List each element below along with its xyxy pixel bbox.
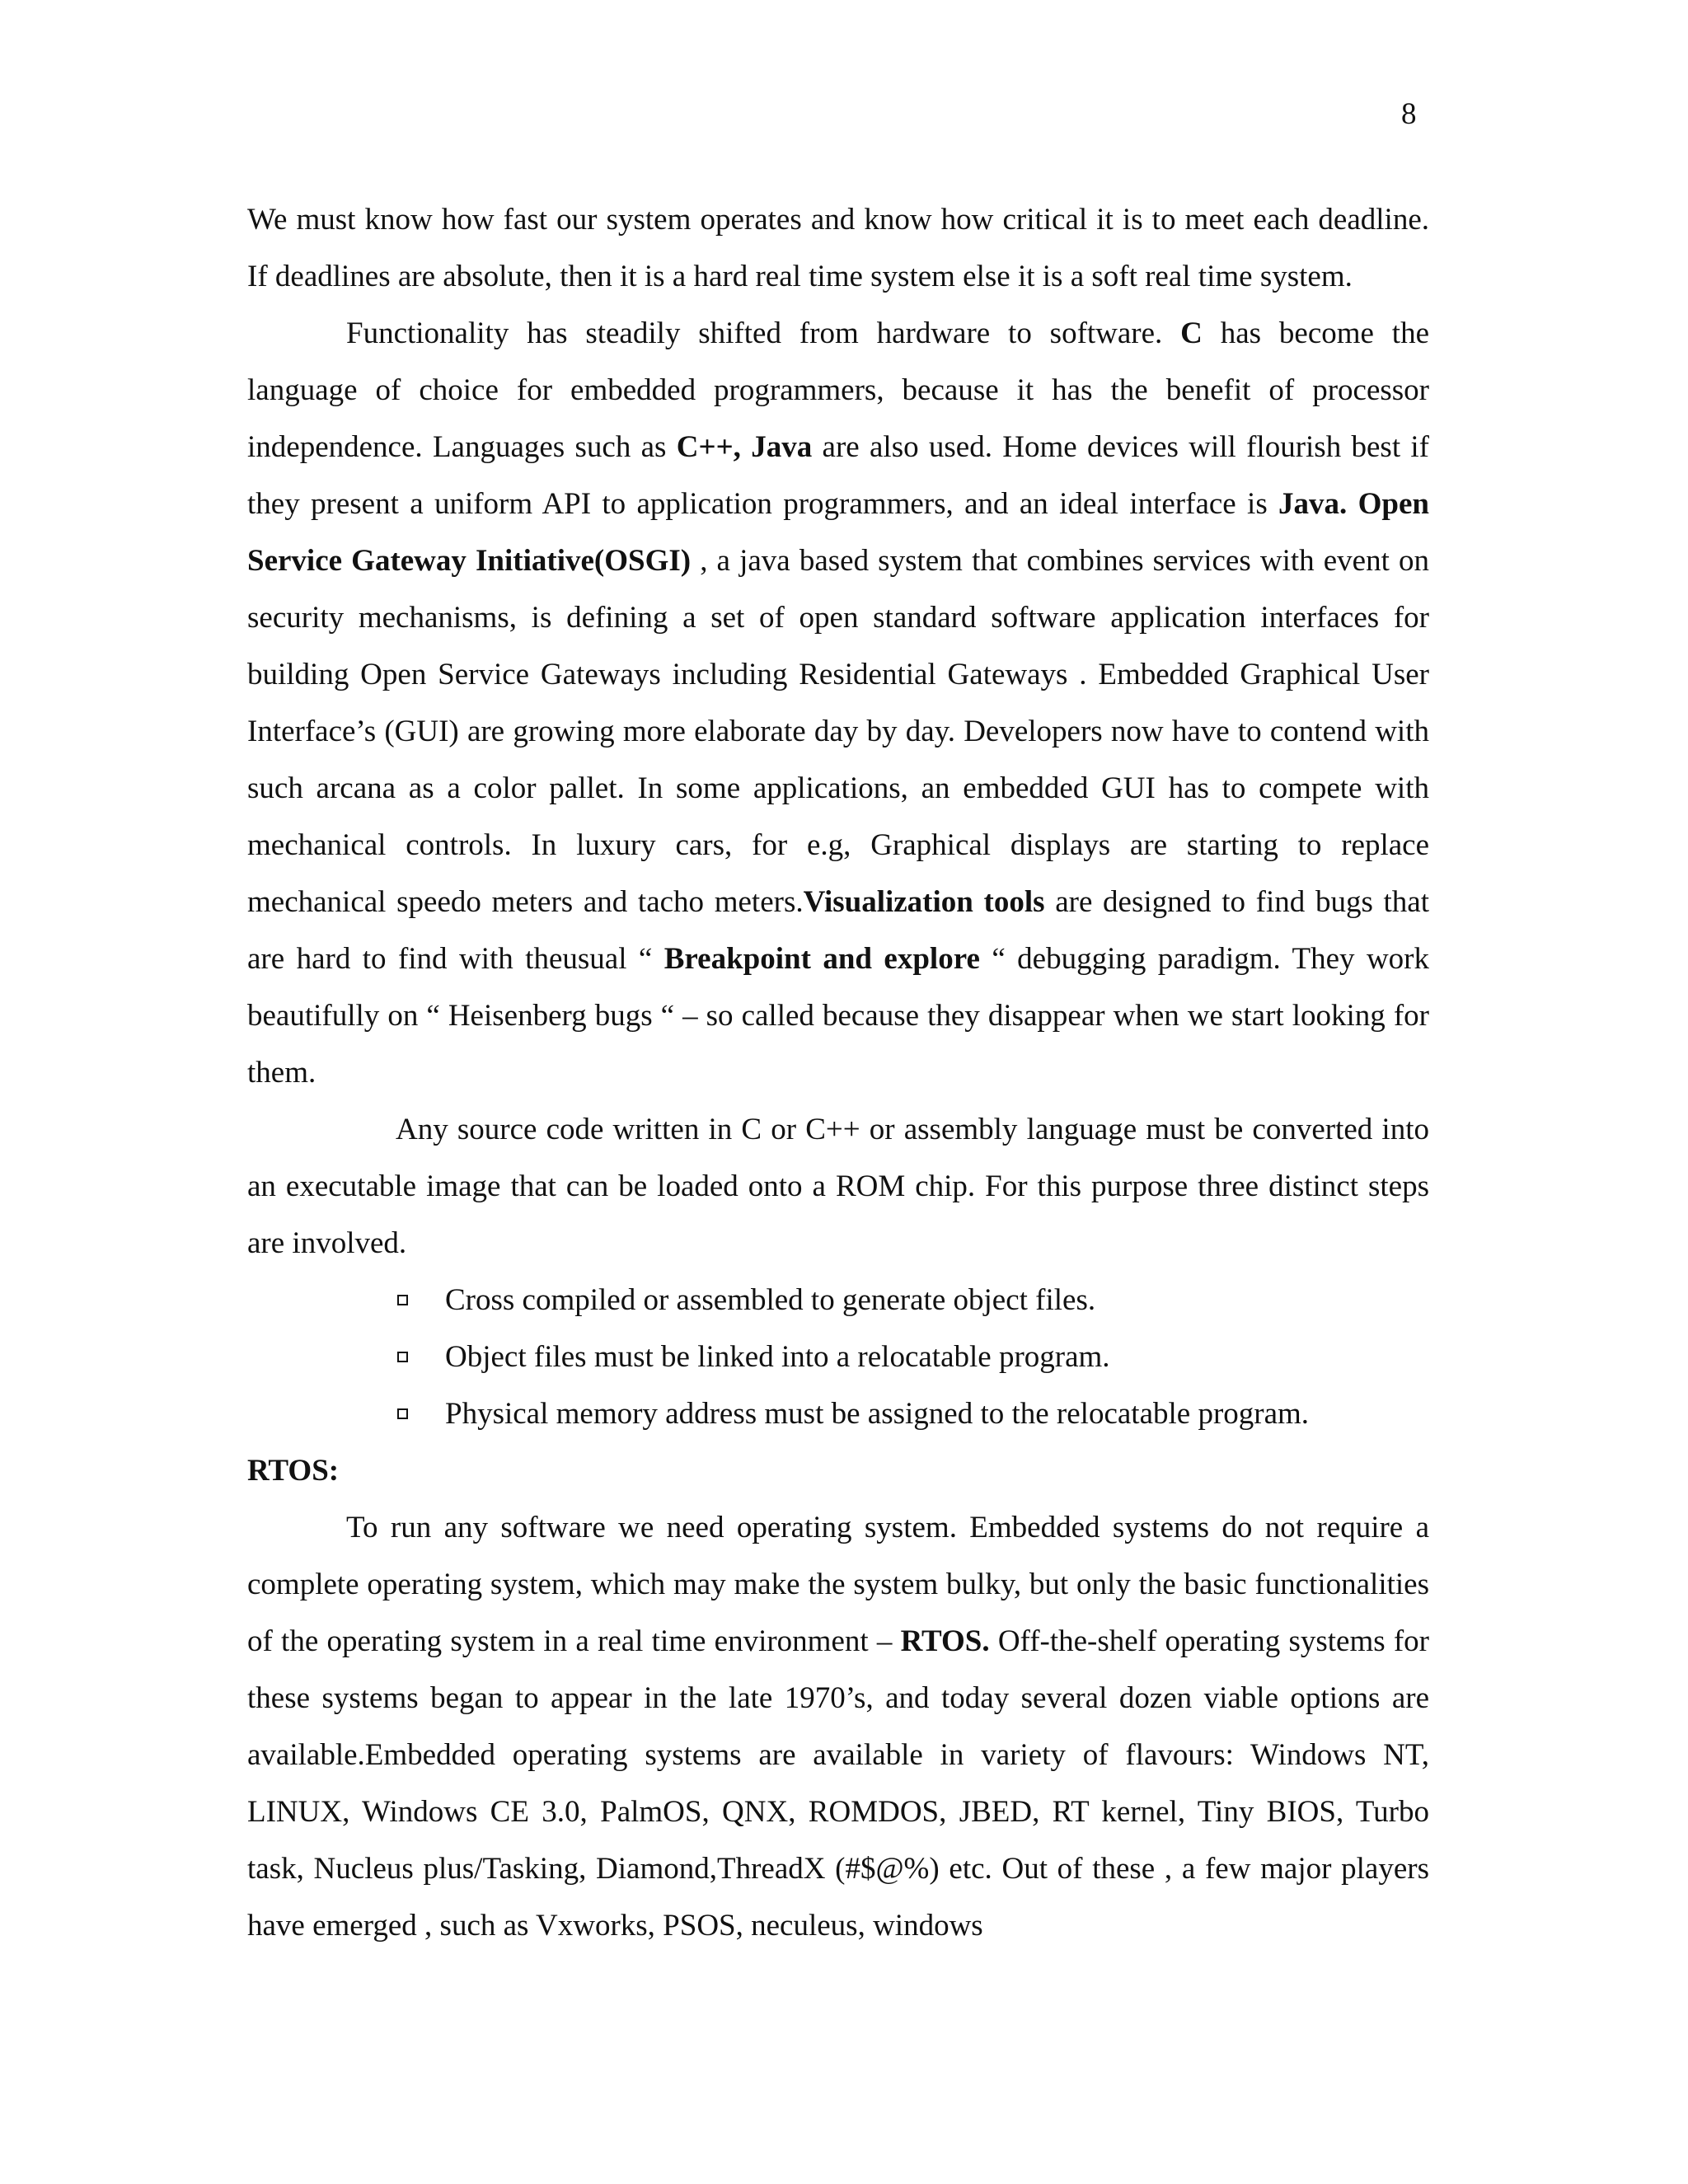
checkbox-bullet-icon [397, 1295, 408, 1305]
text-run: are also used. Home devices will flourish best if they present a uniform API to application programmers, and an ideal interface is [247, 430, 1430, 521]
list-item-text: Cross compiled or assembled to generate object files. [445, 1283, 1096, 1317]
bold-term-cpp-java: C++, Java [676, 430, 813, 464]
text-run: has become the language of choice for embedded programmers, because it has the benefit of processor independence. Languages such as [247, 316, 1429, 464]
text-run: Off-the-shelf operating systems for these systems began to appear in the late 1970’s, and today several dozen viable options are available.Embedded operating systems are available in variety of flavours: Windows NT, LINUX, Windows CE 3.0, PalmOS, QNX, ROMDOS, JBED, RT kernel, Tiny BIOS, Turbo task, Nucleus plus/Tasking, Diamond,ThreadX (#$@%) etc. Out of these , a few major players have emerged , such as Vxworks, PSOS, neculeus, windows [247, 1624, 1429, 1943]
page-number: 8 [1401, 97, 1417, 131]
paragraph-rtos [247, 1499, 1429, 1954]
section-heading-rtos: RTOS: [247, 1454, 340, 1488]
paragraph-source-code: Any source code written in C or C++ or assembly language must be converted into an executable image that can be loaded onto a ROM chip. For this purpose three distinct steps are involved. [247, 1113, 1429, 1260]
page-body [247, 191, 1429, 1954]
text-run: are designed to find bugs that are hard to find with theusual “ [247, 885, 1429, 976]
list-item [396, 1329, 1429, 1385]
text-run: , a java based system that combines services with event on security mechanisms, is defining a set of open standard software application interfaces for building Open Service Gateways including Residential Gateways . Embedded Graphical User Interface’s (GUI) are growing more elaborate day by day. Developers now have to contend with such arcana as a color pallet. In some applications, an embedded GUI has to compete with mechanical controls. In luxury cars, for e.g, Graphical displays are starting to replace mechanical speedo meters and tacho meters. [247, 544, 1429, 919]
text-run: To run any software we need operating system. Embedded systems do not require a complete operating system, which may make the system bulky, but only the basic functionalities of the operating system in a real time environment – [247, 1511, 1429, 1658]
list-item [396, 1385, 1429, 1442]
checkbox-bullet-icon [397, 1408, 408, 1419]
text-run: Functionality has steadily shifted from hardware to software. [346, 316, 1181, 350]
text-run: “ debugging paradigm. They work beautifully on “ Heisenberg bugs “ – so called because they disappear when we start looking for them. [247, 942, 1430, 1090]
bold-term-visualization-tools: Visualization tools [803, 885, 1045, 919]
paragraph-deadlines: We must know how fast our system operates and know how critical it is to meet each deadline. If deadlines are absolute, then it is a hard real time system else it is a soft real time system. [247, 203, 1429, 293]
checkbox-bullet-icon [397, 1352, 408, 1362]
list-item-text: Physical memory address must be assigned to the relocatable program. [445, 1397, 1310, 1431]
list-item-text: Object files must be linked into a relocatable program. [445, 1340, 1110, 1374]
paragraph-languages [247, 305, 1429, 1101]
bold-term-rtos: RTOS. [900, 1624, 990, 1658]
bold-term-osgi: Java. Open Service Gateway Initiative(OSGI) [247, 487, 1429, 578]
bold-term-breakpoint: Breakpoint and explore [663, 942, 980, 976]
bold-term-c: C [1180, 316, 1203, 350]
steps-list [247, 1272, 1429, 1442]
list-item [396, 1272, 1429, 1329]
